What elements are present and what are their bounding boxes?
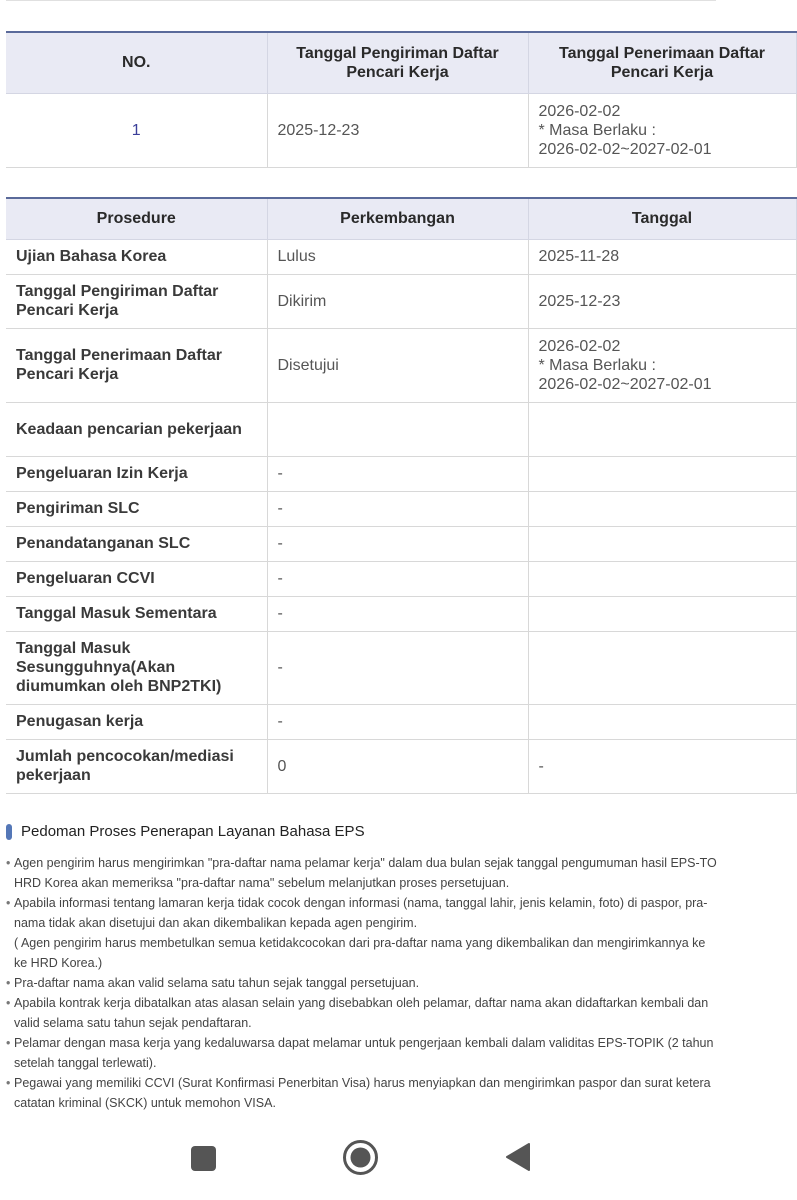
header-procedure: Prosedure: [6, 198, 267, 239]
header-progress: Perkembangan: [267, 198, 528, 239]
table-row: [6, 631, 796, 704]
validity-range: 2026-02-02~2027-02-01: [538, 140, 712, 158]
procedure-name: Ujian Bahasa Korea: [6, 239, 267, 274]
sent-date: 2025-12-23: [267, 93, 528, 167]
guide-list: [6, 853, 716, 1113]
home-icon[interactable]: [342, 1139, 379, 1176]
bullet-icon: •: [6, 976, 11, 990]
table-row: [6, 456, 796, 491]
procedure-date: [528, 561, 796, 596]
table-row: [6, 93, 796, 167]
table-row: [6, 526, 796, 561]
procedure-name: Tanggal Masuk Sesungguhnya(Akan diumumkan oleh BNP2TKI): [6, 631, 267, 704]
validity-label: * Masa Berlaku :: [538, 356, 656, 374]
procedure-name: Tanggal Masuk Sementara: [6, 596, 267, 631]
procedure-date: [528, 631, 796, 704]
received-date-cell: [528, 93, 796, 167]
procedure-date: [528, 596, 796, 631]
table-row: [6, 596, 796, 631]
bullet-icon: •: [6, 856, 11, 870]
table-row: [6, 274, 796, 328]
header-sent-date: Tanggal Pengiriman Daftar Pencari Kerja: [267, 32, 528, 93]
row-number[interactable]: 1: [6, 93, 267, 167]
procedure-progress: -: [267, 596, 528, 631]
procedure-progress: [267, 402, 528, 456]
procedure-date: [528, 491, 796, 526]
table-row: [6, 739, 796, 793]
procedure-date-cell: [528, 328, 796, 402]
list-item: • Apabila informasi tentang lamaran kerja tidak cocok dengan informasi (nama, tanggal lahir, jenis kelamin, foto) di paspor, pra-: [6, 893, 716, 913]
procedure-name: Tanggal Pengiriman Daftar Pencari Kerja: [6, 274, 267, 328]
procedure-date: [528, 526, 796, 561]
procedure-name: Jumlah pencocokan/mediasi pekerjaan: [6, 739, 267, 793]
procedure-progress: -: [267, 704, 528, 739]
validity-range: 2026-02-02~2027-02-01: [538, 375, 712, 393]
list-item: nama tidak akan disetujui dan akan dikembalikan kepada agen pengirim.: [14, 916, 418, 930]
guide-title: Pedoman Proses Penerapan Layanan Bahasa EPS: [21, 823, 365, 840]
procedure-date: [528, 704, 796, 739]
procedure-name: Pengeluaran Izin Kerja: [6, 456, 267, 491]
list-item: • Pra-daftar nama akan valid selama satu tahun sejak tanggal persetujuan.: [6, 973, 716, 993]
list-item: setelah tanggal terlewati).: [14, 1056, 157, 1070]
top-divider: [6, 0, 716, 1]
procedure-progress: -: [267, 526, 528, 561]
guide-heading: [6, 823, 365, 840]
list-item: • Pelamar dengan masa kerja yang kedaluwarsa dapat melamar untuk pengerjaan kembali dalam validitas EPS-TOPIK (2 tahun: [6, 1033, 716, 1053]
list-item: HRD Korea akan memeriksa "pra-daftar nama" sebelum melanjutkan proses persetujuan.: [14, 876, 510, 890]
section-marker-icon: [6, 824, 12, 840]
list-item: catatan kriminal (SKCK) untuk memohon VISA.: [14, 1096, 276, 1110]
header-date: Tanggal: [528, 198, 796, 239]
list-item: • Apabila kontrak kerja dibatalkan atas alasan selain yang disebabkan oleh pelamar, daftar nama akan didaftarkan kembali dan: [6, 993, 716, 1013]
list-item: ke HRD Korea.): [14, 956, 103, 970]
table-row: [6, 704, 796, 739]
list-item: • Pegawai yang memiliki CCVI (Surat Konfirmasi Penerbitan Visa) harus menyiapkan dan mengirimkan paspor dan surat ketera: [6, 1073, 716, 1093]
procedure-table: [6, 197, 797, 794]
procedure-name: Tanggal Penerimaan Daftar Pencari Kerja: [6, 328, 267, 402]
list-item: ( Agen pengirim harus membetulkan semua ketidakcocokan dari pra-daftar nama yang dikembalikan dan mengirimkannya ke: [14, 936, 706, 950]
procedure-name: Penugasan kerja: [6, 704, 267, 739]
procedure-date: 2025-11-28: [528, 239, 796, 274]
bullet-icon: •: [6, 1076, 11, 1090]
procedure-name: Pengeluaran CCVI: [6, 561, 267, 596]
procedure-name: Penandatanganan SLC: [6, 526, 267, 561]
header-no: NO.: [6, 32, 267, 93]
table-row: [6, 561, 796, 596]
procedure-date: 2025-12-23: [528, 274, 796, 328]
system-navigation-bar: [0, 1118, 716, 1200]
back-icon[interactable]: [505, 1142, 531, 1172]
procedure-date: -: [528, 739, 796, 793]
procedure-date: [528, 402, 796, 456]
procedure-progress: -: [267, 561, 528, 596]
procedure-progress: -: [267, 631, 528, 704]
table-row: [6, 328, 796, 402]
list-item: • Agen pengirim harus mengirimkan "pra-daftar nama pelamar kerja" dalam dua bulan sejak tanggal pengumuman hasil EPS-TO: [6, 853, 716, 873]
list-item: valid selama satu tahun sejak pendaftaran.: [14, 1016, 252, 1030]
procedure-progress: Disetujui: [267, 328, 528, 402]
procedure-name: Pengiriman SLC: [6, 491, 267, 526]
table-row: [6, 239, 796, 274]
recent-apps-icon[interactable]: [191, 1146, 216, 1171]
received-date: 2026-02-02: [538, 102, 621, 120]
table-row: [6, 402, 796, 456]
summary-table: [6, 31, 797, 168]
procedure-progress: -: [267, 491, 528, 526]
header-received-date: Tanggal Penerimaan Daftar Pencari Kerja: [528, 32, 796, 93]
procedure-progress: -: [267, 456, 528, 491]
validity-label: * Masa Berlaku :: [538, 121, 656, 139]
procedure-date: 2026-02-02: [538, 337, 621, 355]
procedure-progress: Lulus: [267, 239, 528, 274]
bullet-icon: •: [6, 996, 11, 1010]
procedure-progress: Dikirim: [267, 274, 528, 328]
procedure-name: Keadaan pencarian pekerjaan: [6, 402, 267, 456]
bullet-icon: •: [6, 896, 11, 910]
procedure-progress: 0: [267, 739, 528, 793]
table-row: [6, 491, 796, 526]
bullet-icon: •: [6, 1036, 11, 1050]
procedure-date: [528, 456, 796, 491]
